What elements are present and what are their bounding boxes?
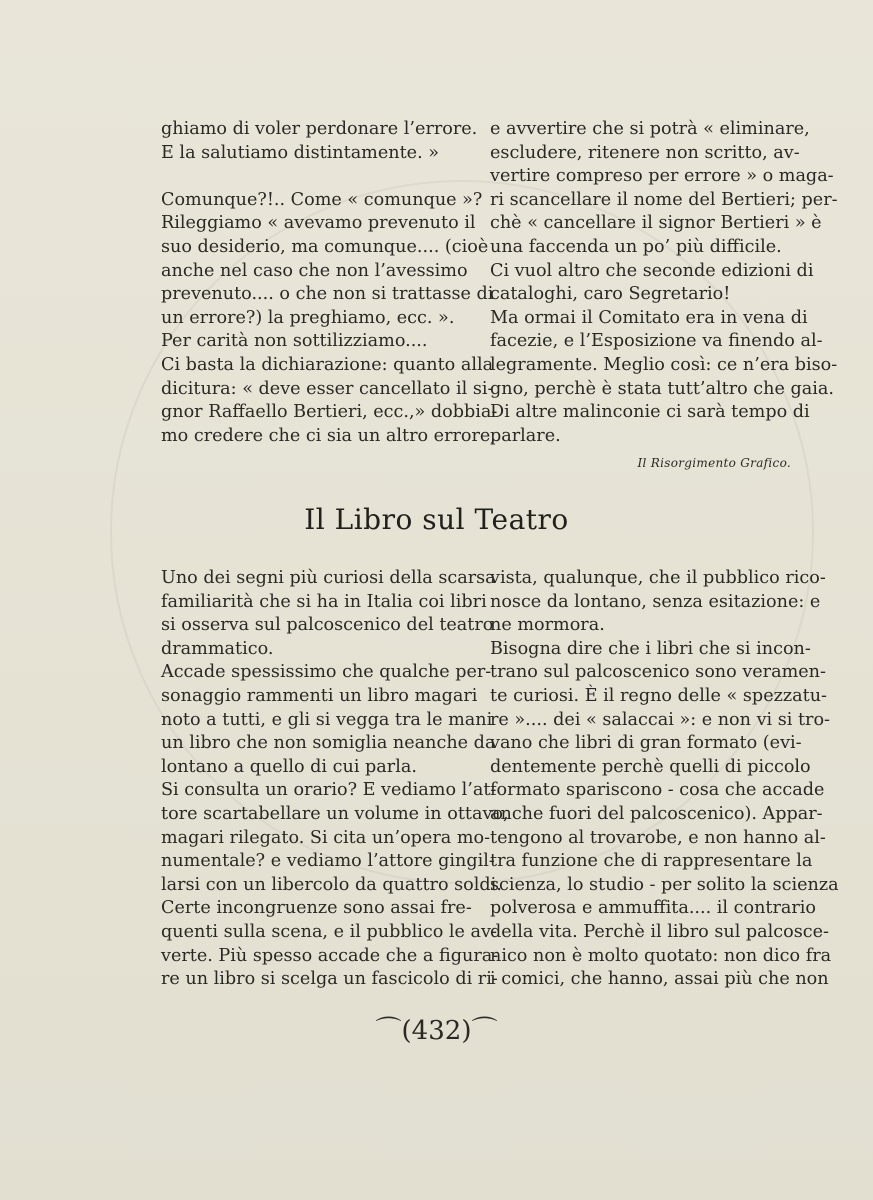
text-line: Per carità non sottilizziamo.... (161, 331, 428, 352)
text-line: Rileggiamo « avevamo prevenuto il (161, 213, 476, 234)
text-line: Ci vuol altro che seconde edizioni di (490, 260, 814, 281)
text-line: e avvertire che si potrà « eliminare, (490, 119, 810, 139)
text-line: re un libro si scelga un fascicolo di ri- (161, 969, 498, 990)
section-title: Il Libro sul Teatro (304, 503, 569, 536)
text-line: Certe incongruenze sono assai fre- (161, 898, 472, 919)
text-line: legramente. Meglio così: ce n’era biso- (490, 354, 838, 375)
page-number (0, 1010, 873, 1047)
column-top-right (490, 118, 838, 448)
text-line: gno, perchè è stata tutt’altro che gaia. (490, 378, 834, 399)
text-line: della vita. Perchè il libro sul palcosce- (490, 921, 829, 942)
text-line: vano che libri di gran formato (evi- (490, 733, 802, 754)
text-line: cataloghi, caro Segretario! (490, 284, 731, 305)
text-line: te curiosi. È il regno delle « spezzatu- (490, 685, 827, 706)
page-number-value: 432 (411, 1016, 462, 1046)
text-line: Si consulta un orario? E vediamo l’at- (161, 780, 497, 801)
text-line: Comunque?!.. Come « comunque »? (161, 189, 483, 210)
text-line: tore scartabellare un volume in ottavo, (161, 803, 509, 824)
text-line: una faccenda un po’ più difficile. (490, 236, 782, 257)
text-line: Uno dei segni più curiosi della scarsa (161, 568, 496, 588)
column-bottom-right (490, 567, 839, 992)
text-line: vista, qualunque, che il pubblico rico- (490, 568, 826, 588)
text-line: tra funzione che di rappresentare la (490, 851, 813, 872)
text-line: E la salutiamo distintamente. » (161, 142, 440, 163)
paragraph-gap (161, 165, 464, 189)
text-line: un libro che non somiglia neanche da (161, 733, 496, 754)
text-line: familiarità che si ha in Italia coi libri (161, 591, 487, 612)
text-line: magari rilegato. Si cita un’opera mo- (161, 827, 491, 848)
text-line: Accade spessissimo che qualche per- (161, 662, 492, 683)
text-line: vertire compreso per errore » o maga- (490, 166, 834, 187)
text-line: formato spariscono - cosa che accade (490, 780, 825, 801)
text-line: trano sul palcoscenico sono veramen- (490, 662, 826, 683)
text-line: ri scancellare il nome del Bertieri; per- (490, 189, 838, 210)
column-bottom-left (161, 567, 509, 992)
text-line: ne mormora. (490, 615, 605, 636)
text-line: chè « cancellare il signor Bertieri » è (490, 213, 822, 234)
text-line: nico non è molto quotato: non dico fra (490, 945, 832, 966)
text-line: suo desiderio, ma comunque.... (cioè (161, 236, 489, 257)
column-top-left (161, 118, 498, 448)
text-line: nosce da lontano, senza esitazione: e (490, 591, 821, 612)
text-line: escludere, ritenere non scritto, av- (490, 142, 800, 163)
text-line: anche nel caso che non l’avessimo (161, 260, 468, 281)
text-line: sonaggio rammenti un libro magari (161, 685, 478, 706)
text-line: quenti sulla scena, e il pubblico le av- (161, 921, 497, 942)
page-number-ornament-left: ⌒( (375, 1016, 412, 1046)
text-line: Ci basta la dichiarazione: quanto alla (161, 354, 494, 375)
text-line: tengono al trovarobe, e non hanno al- (490, 827, 826, 848)
text-line: scienza, lo studio - per solito la scienza (490, 874, 839, 895)
text-line: dentemente perchè quelli di piccolo (490, 756, 811, 777)
text-line: i comici, che hanno, assai più che non (490, 969, 829, 990)
text-line: mo credere che ci sia un altro errore, (161, 425, 496, 446)
text-line: si osserva sul palcoscenico del teatro (161, 615, 494, 636)
text-line: gnor Raffaello Bertieri, ecc.,» dobbia- (161, 402, 498, 423)
text-line: Di altre malinconie ci sarà tempo di (490, 402, 810, 423)
text-line: noto a tutti, e gli si vegga tra le mani (161, 709, 493, 730)
text-line: facezie, e l’Esposizione va finendo al- (490, 331, 823, 352)
text-line: ghiamo di voler perdonare l’errore. (161, 119, 478, 139)
text-line: Ma ormai il Comitato era in vena di (490, 307, 808, 328)
text-line: dicitura: « deve esser cancellato il si- (161, 378, 494, 399)
text-line: drammatico. (161, 638, 274, 659)
text-line: Bisogna dire che i libri che si incon- (490, 638, 811, 659)
page-number-ornament-right: )⌒ (461, 1016, 498, 1046)
signature: Il Risorgimento Grafico. (637, 456, 791, 470)
text-line: un errore?) la preghiamo, ecc. ». (161, 307, 455, 328)
text-line: prevenuto.... o che non si trattasse di (161, 284, 494, 305)
text-line: re ».... dei « salaccai »: e non vi si tro- (490, 709, 831, 730)
text-line: numentale? e vediamo l’attore gingil- (161, 851, 495, 872)
text-line: larsi con un libercolo da quattro soldi. (161, 874, 502, 895)
text-line: polverosa e ammuffita.... il contrario (490, 898, 817, 919)
text-line: anche fuori del palcoscenico). Appar- (490, 803, 823, 824)
text-line: parlare. (490, 425, 561, 446)
text-line: verte. Più spesso accade che a figura- (161, 945, 499, 966)
text-line: lontano a quello di cui parla. (161, 756, 417, 777)
